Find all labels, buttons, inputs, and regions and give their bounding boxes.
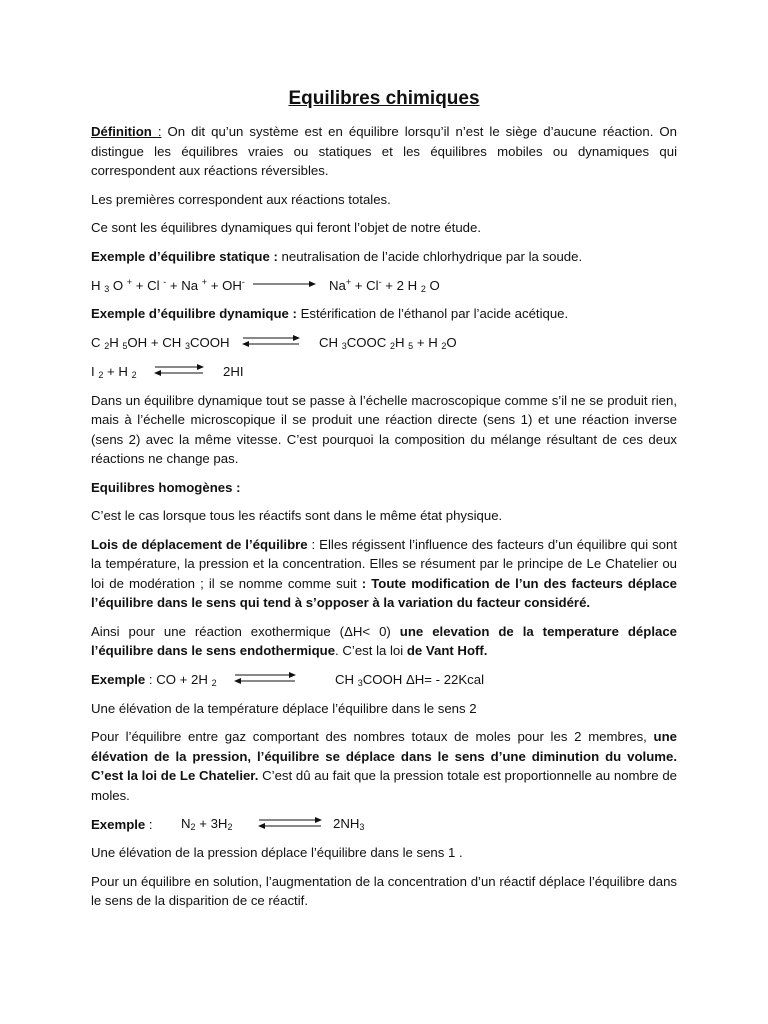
temperature-paragraph: Une élévation de la température déplace l’équilibre dans le sens 2 xyxy=(91,700,477,716)
equilibrium-arrows-icon xyxy=(233,671,297,688)
exemple-statique-paragraph xyxy=(91,247,677,267)
equation-hi xyxy=(91,362,677,382)
pression-paragraph: Une élévation de la pression déplace l’équilibre dans le sens 1 . xyxy=(91,845,463,860)
equation-reactants: C $_2$H $_5$OH + CH $_3$COOH xyxy=(91,334,230,351)
definition-text: On dit qu’un système est en équilibre lorsqu’il n’est le siège d’aucune réaction. On distingue les équilibres vraies ou statiques et les équilibres mobiles ou dynamiques qui correspondent aux réactions réversibles. xyxy=(91,124,677,178)
equilibrium-arrows-icon xyxy=(257,816,323,833)
le-chatelier-paragraph: Pour l’équilibre entre gaz comportant des nombres totaux de moles pour les 2 membres, une élévation de la pression, l’équilibre se déplace dans le sens d’une diminution du volume. C’est la loi de Le Chatelier. C’est dû au fait que la pression totale est proportionnelle au nombre de moles. xyxy=(91,729,677,803)
lois-principle: : Toute modification de l’un des facteurs déplace l’équilibre dans le sens qui tend à s’opposer à la variation du facteur considéré. xyxy=(91,575,677,610)
equation-products: $2NH_3$ xyxy=(333,816,365,832)
solution-paragraph: Pour un équilibre en solution, l’augmentation de la concentration d’un réactif déplace l’équilibre dans le sens de la disparition de ce réactif. xyxy=(91,873,677,908)
equation-products: 2HI xyxy=(223,364,244,379)
equation-methanol-example xyxy=(91,670,677,690)
equation-esterification xyxy=(91,333,677,353)
homogenes-heading: Equilibres homogènes : xyxy=(91,479,241,495)
definition-colon: : xyxy=(157,124,162,139)
homogenes-paragraph: C’est le cas lorsque tous les réactifs sont dans le même état physique. xyxy=(91,508,503,523)
single-arrow-icon xyxy=(253,278,317,293)
exemple-statique-label: Exemple d’équilibre statique : xyxy=(91,248,278,264)
exemple-dynamique-paragraph xyxy=(91,304,677,324)
equation-reactants: I $_2$ + H $_2$ xyxy=(91,363,137,380)
equation-reactants: Exemple : CO + 2H $_2$ xyxy=(91,671,217,688)
equation-neutralisation xyxy=(91,275,677,295)
exemple-dynamique-label: Exemple d’équilibre dynamique : xyxy=(91,306,297,321)
equation-products: CH $_3$COOC $_2$H $_5$ + H $_2$O xyxy=(319,334,457,351)
definition-label: Définition xyxy=(91,124,158,139)
lois-text: : Elles régissent l’influence des facteurs d’un équilibre qui sont la température, la pression et la concentration. Elles se résument par le principe de Le Chatelier ou loi de modération ; il se nomme comme suit xyxy=(91,536,678,591)
page-title: Equilibres chimiques xyxy=(288,88,480,109)
vant-hoff-paragraph: Ainsi pour une réaction exothermique (ΔH< 0) une elevation de la temperature déplace l’équilibre dans le sens endothermique. C’est la loi de Vant Hoff. xyxy=(91,623,677,658)
exemple-statique-text: neutralisation de l’acide chlorhydrique par la soude. xyxy=(277,248,583,264)
equilibrium-arrows-icon xyxy=(241,334,301,351)
equation-ammonia xyxy=(91,814,677,834)
objet-paragraph: Ce sont les équilibres dynamiques qui feront l’objet de notre étude. xyxy=(91,220,482,235)
equation-reactants: H $_3$ O + + Cl - + Na + + OH- xyxy=(91,276,245,294)
equation-reactants: $N_2 + 3H_2$ xyxy=(181,816,233,832)
equation-products: Na+ + Cl- + 2 H $_2$ O xyxy=(329,276,440,294)
dynamique-paragraph: Dans un équilibre dynamique tout se passe à l’échelle macroscopique comme s’il ne se produit rien, mais à l’échelle microscopique il se produit une réaction directe (sens 1) et une réaction inverse (sens 2) avec la même vitesse. C’est pourquoi la composition du mélange résultant de ces deux réactions ne change pas. xyxy=(91,392,677,466)
definition-paragraph xyxy=(91,122,677,181)
totales-paragraph: Les premières correspondent aux réactions totales. xyxy=(91,191,391,207)
lois-label: Lois de déplacement de l’équilibre xyxy=(91,536,308,552)
equation-label: Exemple : xyxy=(91,816,153,832)
lois-paragraph xyxy=(91,535,677,613)
equilibrium-arrows-icon xyxy=(153,363,205,380)
equation-products: CH $_3$COOH ΔH= - 22Kcal xyxy=(335,671,485,688)
exemple-dynamique-text: Estérification de l’éthanol par l’acide acétique. xyxy=(296,306,569,321)
